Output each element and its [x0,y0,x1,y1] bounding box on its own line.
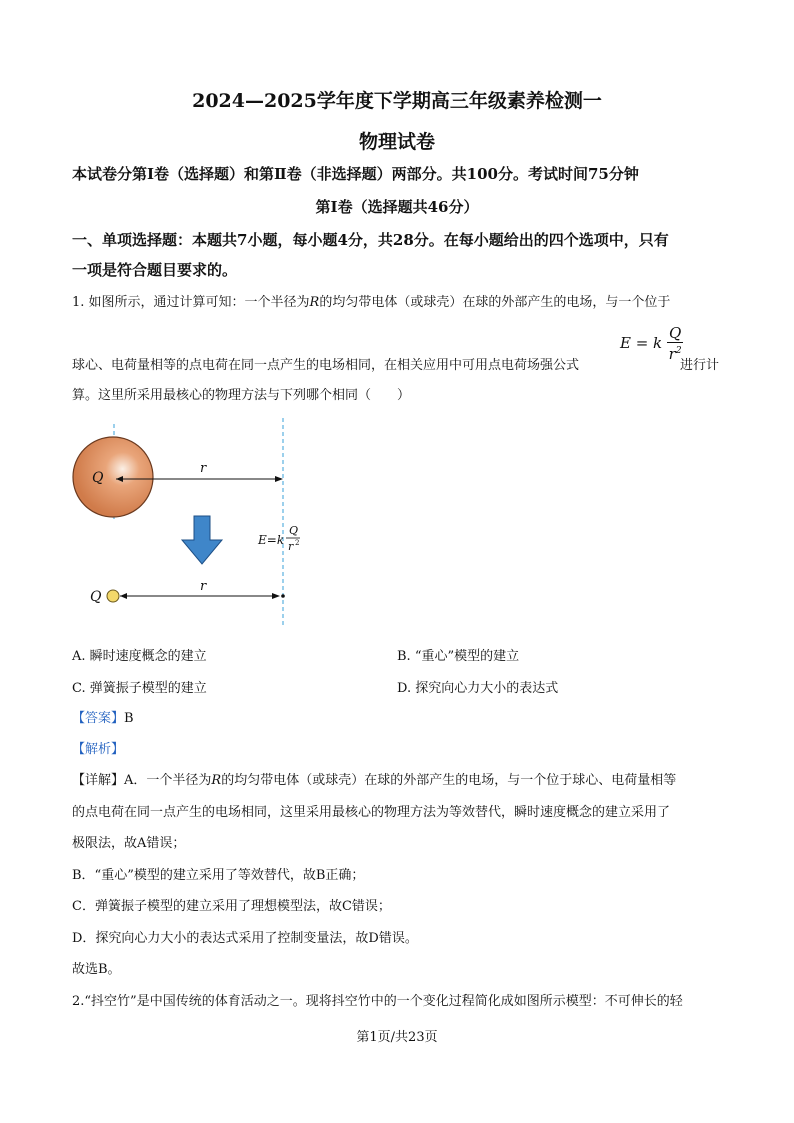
figure-formula-den: r [288,540,294,553]
top-distance-label: r [200,461,207,476]
bottom-arrow-right [272,593,280,599]
option-b: B. “重心”模型的建立 [397,649,520,664]
page-number: 第1页/共23页 [356,1030,438,1045]
detail-line2: 的点电荷在同一点产生的电场相同，这里采用最核心的物理方法为等效替代，瞬时速度概念的建立采用了 [72,805,671,820]
conclusion: 故选B。 [72,962,121,977]
formula-exponent: 2 [675,346,682,356]
point-charge [107,590,119,602]
question2-line1: 2.“抖空竹”是中国传统的体育活动之一。现将抖空竹中的一个变化过程简化成如图所示模型：不可伸长的轻 [72,994,683,1009]
detail-line3: 极限法，故A错误； [72,836,186,851]
option-d: D. 探究向心力大小的表达式 [397,681,559,696]
detail-radius-var: R [211,773,222,788]
coulomb-field-formula [620,325,683,363]
question1-line2-end: 进行计 [680,358,720,373]
question1-line1 [72,291,670,310]
answer-tag: 【答案】 [72,711,125,726]
detail-line1-post: 的均匀带电体（或球壳）在球的外部产生的电场，与一个位于球心、电荷量相等 [221,773,677,788]
question1-line3: 算。这里所采用最核心的物理方法与下列哪个相同（ ） [72,388,411,403]
section-heading-line1: 一、单项选择题：本题共7小题，每小题4分，共28分。在每小题给出的四个选项中，只有 [72,231,669,249]
detail-line1 [72,769,676,788]
field-point-dot [281,594,285,598]
q1-line1-pre: 1. 如图所示，通过计算可知：一个半径为 [72,295,310,310]
detail-line1-pre: A．一个半径为 [124,773,212,788]
sphere-label-q: Q [92,470,104,486]
answer-line [72,707,134,726]
exam-title: 2024—2025学年度下学期高三年级素养检测一 [192,90,602,112]
charged-sphere [73,437,153,517]
answer-value: B [124,711,134,726]
option-c: C. 弹簧振子模型的建立 [72,681,207,696]
figure-formula-num: Q [289,524,299,537]
formula-lhs: E = k [620,334,663,352]
explain-option-c: C．弹簧振子模型的建立采用了理想模型法，故C错误； [72,899,391,914]
top-arrow-right [275,476,283,482]
point-charge-label: Q [90,589,102,605]
section-heading-line2: 一项是符合题目要求的。 [72,261,238,279]
question1-line2: 球心、电荷量相等的点电荷在同一点产生的电场相同，在相关应用中可用点电荷场强公式 [72,358,580,373]
q1-radius-var: R [309,295,320,310]
formula-denominator: r [668,345,676,363]
analysis-tag: 【解析】 [72,742,125,757]
transform-down-arrow [182,516,222,564]
explain-option-d: D．探究向心力大小的表达式采用了控制变量法，故D错误。 [72,931,418,946]
detail-tag: 【详解】 [72,773,125,788]
formula-numerator: Q [668,324,682,342]
exam-subtitle: 物理试卷 [358,131,435,153]
question1-figure [64,410,324,635]
figure-formula-exp: 2 [295,539,300,547]
q1-line1-post: 的均匀带电体（或球壳）在球的外部产生的电场，与一个位于 [319,295,671,310]
option-a: A. 瞬时速度概念的建立 [72,649,207,664]
bottom-distance-label: r [200,579,207,594]
part-title: 第I卷（选择题共46分） [315,198,479,216]
explain-option-b: B．“重心”模型的建立采用了等效替代，故B正确； [72,868,365,883]
exam-description: 本试卷分第I卷（选择题）和第Ⅱ卷（非选择题）两部分。共100分。考试时间75分钟 [72,165,639,183]
figure-formula-lhs: E=k [258,533,285,547]
bottom-arrow-left [120,593,127,599]
